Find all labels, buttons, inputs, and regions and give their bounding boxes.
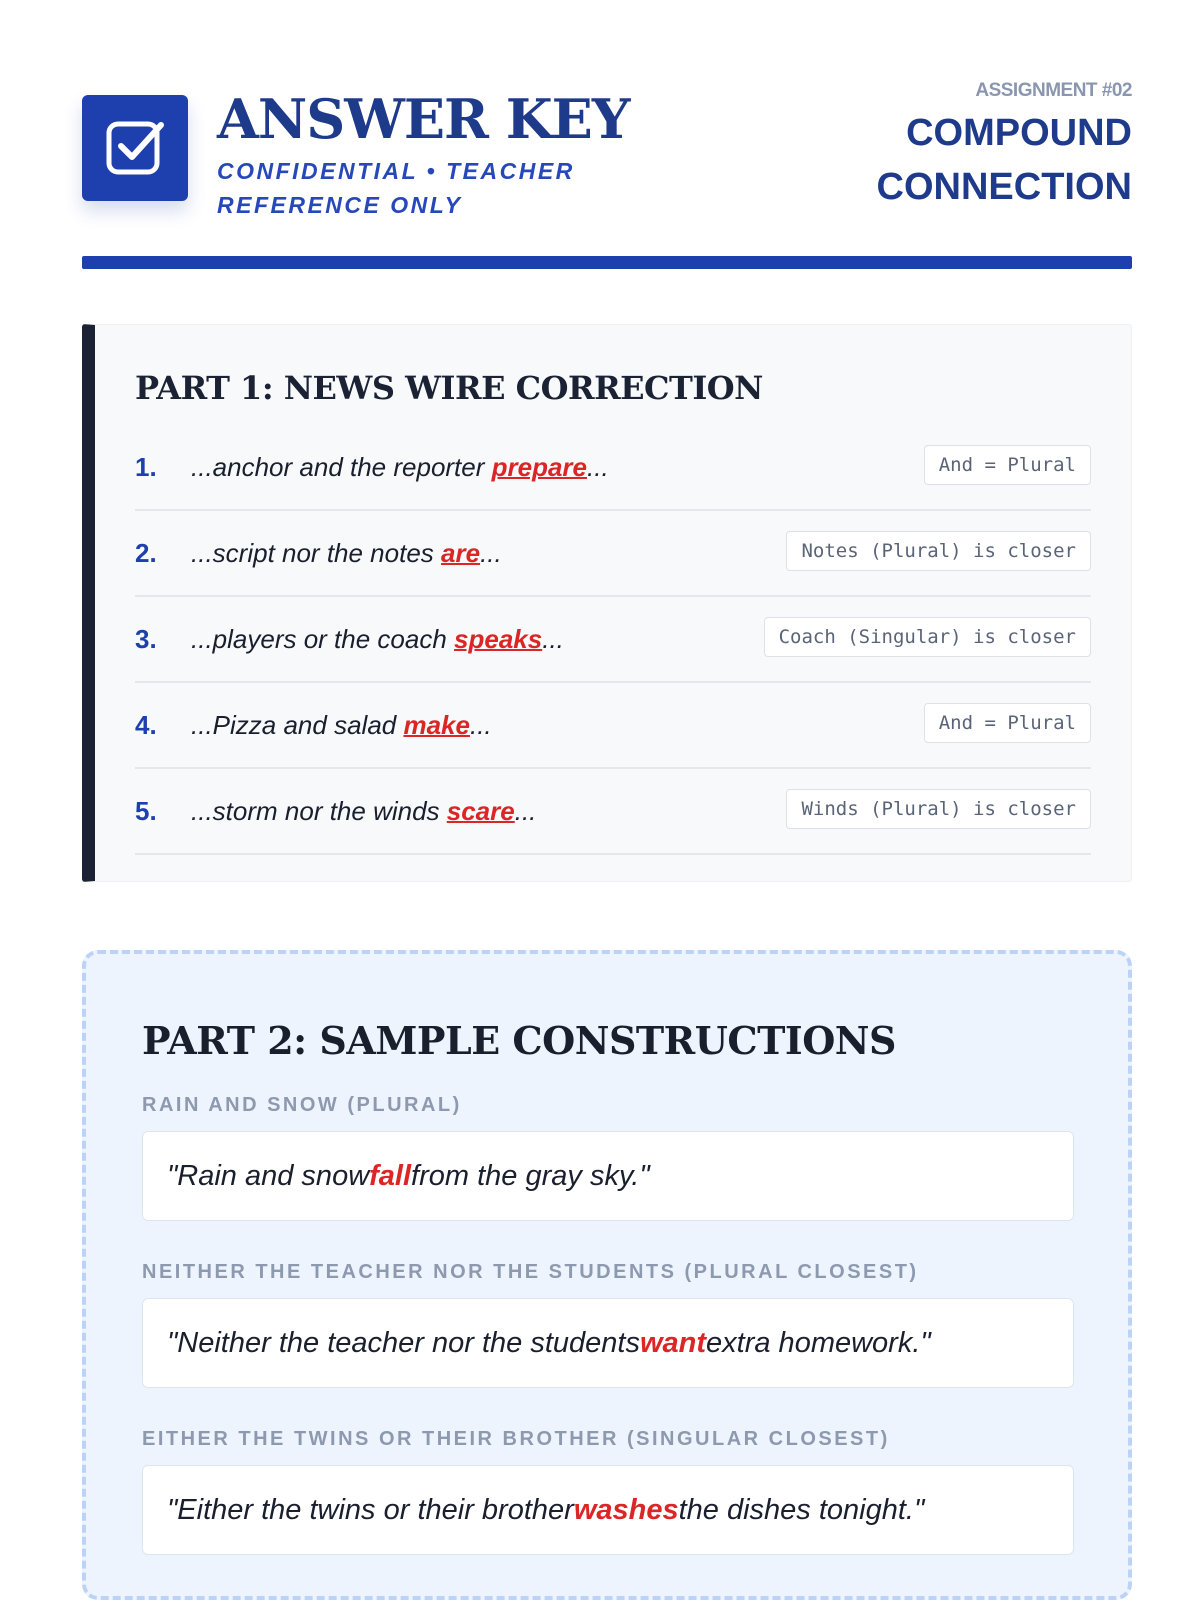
rule-tag: Winds (Plural) is closer xyxy=(786,789,1091,829)
part2-title: PART 2: SAMPLE CONSTRUCTIONS xyxy=(142,1018,896,1063)
part1-section xyxy=(82,324,1132,882)
sentence-after: ... xyxy=(480,537,502,568)
item-sentence xyxy=(191,452,609,483)
answer-verb: scare xyxy=(446,795,515,826)
sentence-before: ...Pizza and salad xyxy=(191,709,404,740)
sample-label: EITHER THE TWINS OR THEIR BROTHER (SINGULAR CLOSEST) xyxy=(142,1428,890,1450)
rule-tag: And = Plural xyxy=(924,703,1091,743)
list-item xyxy=(135,769,1091,855)
sentence-after: extra homework." xyxy=(706,1326,931,1359)
sentence-before: "Rain and snow xyxy=(167,1159,370,1192)
sample-sentence xyxy=(142,1465,1074,1555)
part2-section xyxy=(82,950,1132,1600)
item-number: 5. xyxy=(135,795,157,826)
answer-verb: speaks xyxy=(454,623,543,654)
answer-verb: make xyxy=(403,709,470,740)
answer-verb: prepare xyxy=(491,451,588,482)
rule-tag: And = Plural xyxy=(924,445,1091,485)
item-number: 1. xyxy=(135,451,157,482)
sentence-before: ...anchor and the reporter xyxy=(191,451,492,482)
item-number: 2. xyxy=(135,537,157,568)
part1-list xyxy=(135,425,1091,855)
sample-item xyxy=(142,1094,1074,1221)
sentence-after: ... xyxy=(587,451,609,482)
sentence-before: ...storm nor the winds xyxy=(191,795,447,826)
sample-sentence xyxy=(142,1131,1074,1221)
page-subtitle: CONFIDENTIAL • TEACHER REFERENCE ONLY xyxy=(217,158,575,218)
item-number: 4. xyxy=(135,709,157,740)
rule-tag: Notes (Plural) is closer xyxy=(786,531,1091,571)
sample-item xyxy=(142,1261,1074,1388)
sentence-before: ...script nor the notes xyxy=(191,537,442,568)
sample-label: RAIN AND SNOW (PLURAL) xyxy=(142,1094,462,1116)
list-item xyxy=(135,683,1091,769)
list-item xyxy=(135,597,1091,683)
list-item xyxy=(135,425,1091,511)
sample-verb: want xyxy=(639,1326,707,1359)
page-title: ANSWER KEY xyxy=(217,87,630,151)
sample-label: NEITHER THE TEACHER NOR THE STUDENTS (PLURAL CLOSEST) xyxy=(142,1261,919,1283)
sentence-after: ... xyxy=(542,623,564,654)
assignment-number: ASSIGNMENT #02 xyxy=(975,80,1132,101)
part1-title: PART 1: NEWS WIRE CORRECTION xyxy=(135,369,763,407)
part2-list xyxy=(142,1094,1074,1595)
sentence-after: ... xyxy=(514,795,537,826)
answer-verb: are xyxy=(441,537,481,568)
header xyxy=(82,80,1132,220)
sample-verb: washes xyxy=(573,1493,679,1526)
header-divider xyxy=(82,256,1132,269)
list-item xyxy=(135,511,1091,597)
sentence-after: from the gray sky." xyxy=(411,1159,650,1192)
logo xyxy=(82,95,188,201)
item-sentence xyxy=(191,624,564,655)
sentence-after: ... xyxy=(469,709,492,740)
rule-tag: Coach (Singular) is closer xyxy=(764,617,1091,657)
sentence-after: the dishes tonight." xyxy=(678,1493,925,1526)
item-sentence xyxy=(191,710,492,741)
assignment-title: COMPOUND CONNECTION xyxy=(876,112,1132,208)
sentence-before: "Either the twins or their brother xyxy=(167,1493,574,1526)
sample-sentence xyxy=(142,1298,1074,1388)
item-sentence xyxy=(191,538,502,569)
item-sentence xyxy=(191,796,536,827)
sentence-before: "Neither the teacher nor the students xyxy=(167,1326,640,1359)
sample-verb: fall xyxy=(369,1159,412,1192)
sentence-before: ...players or the coach xyxy=(191,623,455,654)
checkbox-check-icon xyxy=(103,116,167,180)
item-number: 3. xyxy=(135,623,157,654)
sample-item xyxy=(142,1428,1074,1555)
